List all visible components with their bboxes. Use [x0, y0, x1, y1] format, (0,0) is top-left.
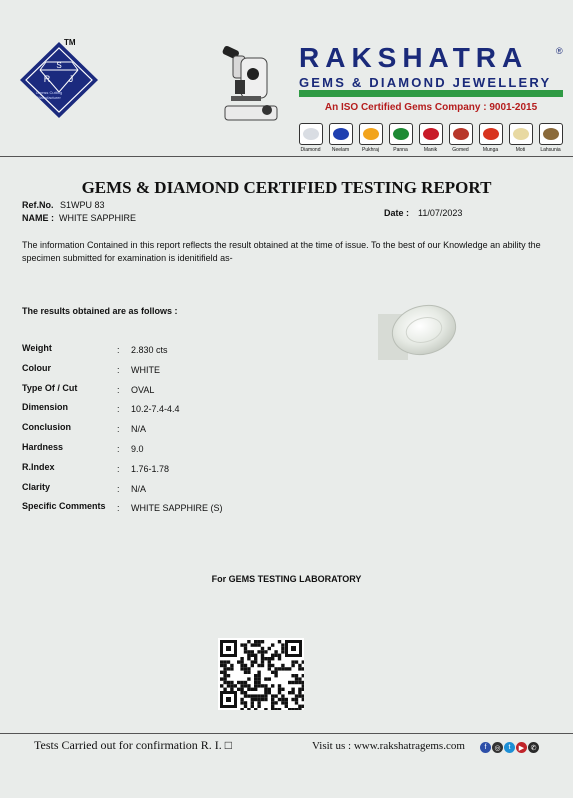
- lab-signature-label: For GEMS TESTING LABORATORY: [211, 574, 362, 584]
- report-title: GEMS & DIAMOND CERTIFIED TESTING REPORT: [81, 178, 492, 197]
- social-icons: [480, 742, 539, 755]
- gem-panna-icon: [387, 123, 414, 153]
- result-separator: :: [117, 384, 120, 395]
- tests-note: Tests Carried out for confirmation R. I. □: [34, 738, 233, 752]
- ref-value: S1WPU 83: [60, 200, 105, 210]
- gem-pukhraj-icon: [357, 123, 384, 153]
- result-value: 10.2-7.4-4.4: [131, 404, 180, 415]
- result-label: Dimension: [22, 402, 69, 413]
- result-separator: :: [117, 404, 120, 415]
- results-heading: The results obtained are as follows :: [22, 306, 178, 316]
- result-separator: :: [117, 364, 120, 375]
- result-separator: :: [117, 345, 120, 355]
- date-label: Date :: [384, 208, 410, 218]
- result-label: Hardness: [22, 442, 64, 452]
- result-value: N/A: [131, 483, 147, 494]
- result-label: Clarity: [22, 481, 51, 492]
- date-value: 11/07/2023: [418, 208, 463, 218]
- facebook-icon[interactable]: f: [480, 742, 491, 753]
- result-separator: :: [117, 483, 120, 494]
- result-separator: :: [117, 503, 120, 514]
- gem-label: Pukhraj: [362, 147, 379, 153]
- result-label: Type Of / Cut: [22, 382, 78, 393]
- result-label: Conclusion: [22, 422, 71, 433]
- result-value: WHITE SAPPHIRE (S): [131, 503, 223, 514]
- result-separator: :: [117, 444, 120, 454]
- trademark-mark: TM: [64, 38, 76, 47]
- result-value: N/A: [131, 424, 147, 435]
- registered-mark: ®: [556, 46, 563, 56]
- gem-moti-icon: [507, 123, 534, 153]
- gem-label: Manik: [423, 147, 438, 153]
- svg-text:S: S: [56, 61, 62, 70]
- gem-lahsunia-icon: [537, 123, 564, 153]
- qr-code: [218, 638, 304, 710]
- gemstone-photo: [378, 302, 462, 360]
- result-label: Colour: [22, 362, 51, 373]
- intro-paragraph: The information Contained in this report reflects the result obtained at the time of issue. To the best of our Knowledge an ability the specimen submitted for examination is idenitifield as-: [22, 240, 541, 263]
- instagram-icon[interactable]: ◎: [492, 742, 503, 753]
- svg-text:J: J: [68, 74, 74, 84]
- ref-label: Ref.No.: [22, 200, 54, 210]
- twitter-icon[interactable]: t: [504, 742, 515, 753]
- result-value: WHITE: [131, 364, 160, 375]
- result-value: 1.76-1.78: [131, 463, 170, 474]
- brand-divider: [299, 90, 563, 97]
- gem-label: Panna: [393, 147, 408, 153]
- gem-label: Moti: [515, 147, 526, 153]
- gem-label: Neelam: [331, 147, 350, 153]
- youtube-icon[interactable]: ▶: [516, 742, 527, 753]
- gem-gomed-icon: [447, 123, 474, 153]
- logo-caption: Gemss Cutting Manufacturer: [35, 90, 63, 100]
- footer-divider: [0, 733, 573, 734]
- brand-subtitle: GEMS & DIAMOND JEWELLERY: [299, 75, 552, 90]
- result-label: Specific Comments: [22, 501, 106, 512]
- gem-label: Diamond: [300, 147, 321, 153]
- header-divider: [0, 156, 573, 157]
- gem-diamond-icon: [297, 123, 324, 153]
- gem-label: Munga: [482, 147, 499, 153]
- brand-logo: [14, 36, 104, 126]
- brand-name: RAKSHATRA: [299, 42, 529, 73]
- gem-label: Lahsunia: [540, 147, 561, 153]
- result-separator: :: [117, 463, 120, 474]
- result-value: 9.0: [131, 444, 144, 454]
- result-value: 2.830 cts: [131, 345, 168, 355]
- result-separator: :: [117, 424, 120, 435]
- name-label: NAME :: [22, 213, 54, 223]
- gem-manik-icon: [417, 123, 444, 153]
- gem-munga-icon: [477, 123, 504, 153]
- website-text: Visit us : www.rakshatragems.com: [312, 740, 465, 752]
- result-label: Weight: [22, 343, 52, 353]
- gem-label: Gomed: [452, 147, 469, 153]
- svg-text:R: R: [43, 74, 51, 84]
- result-label: R.Index: [22, 461, 55, 472]
- gem-icons-row: [297, 123, 567, 157]
- whatsapp-icon[interactable]: ✆: [528, 742, 539, 753]
- iso-certification: An ISO Certified Gems Company : 9001-2015: [324, 102, 538, 113]
- name-value: WHITE SAPPHIRE: [59, 213, 137, 223]
- microscope-icon: [215, 44, 285, 126]
- result-value: OVAL: [131, 384, 155, 395]
- gem-neelam-icon: [327, 123, 354, 153]
